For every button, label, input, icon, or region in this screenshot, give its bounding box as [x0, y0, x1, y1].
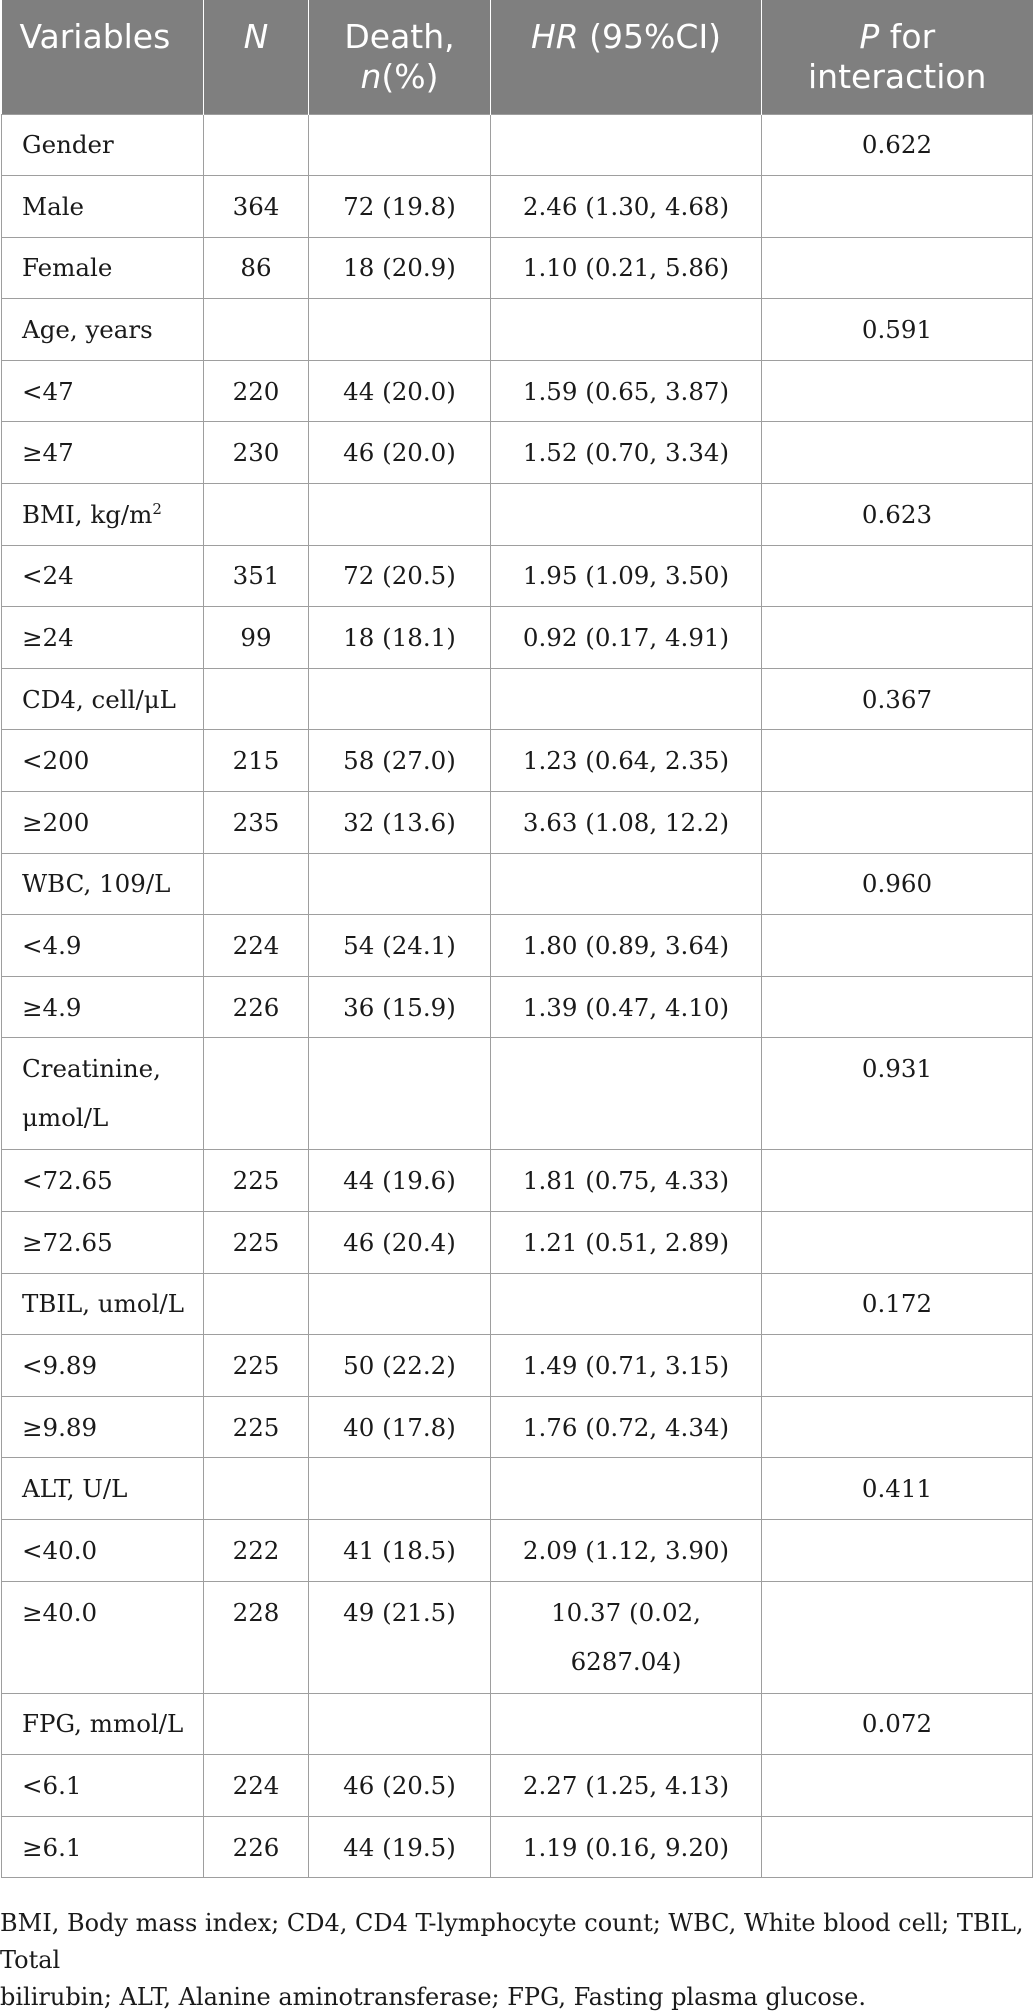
header-n: N [204, 0, 309, 114]
cell-hr: 1.19 (0.16, 9.20) [491, 1816, 762, 1878]
cell-p-interaction [762, 1396, 1033, 1458]
table-row [2, 1273, 1033, 1335]
table-row [2, 1816, 1033, 1878]
cell-p-interaction [762, 422, 1033, 484]
cell-hr [491, 484, 762, 546]
cell-death: 46 (20.0) [309, 422, 491, 484]
cell-death: 44 (19.6) [309, 1150, 491, 1212]
cell-n: 364 [204, 176, 309, 238]
cell-p-interaction [762, 1581, 1033, 1693]
table-row [2, 360, 1033, 422]
cell-hr: 1.39 (0.47, 4.10) [491, 976, 762, 1038]
cell-death [309, 853, 491, 915]
cell-p-interaction: 0.623 [762, 484, 1033, 546]
cell-hr: 1.80 (0.89, 3.64) [491, 915, 762, 977]
table-footnote [0, 1905, 1033, 2016]
table-row [2, 1335, 1033, 1397]
cell-hr [491, 853, 762, 915]
cell-variable: Female [2, 237, 204, 299]
cell-death [309, 1038, 491, 1150]
cell-variable: <47 [2, 360, 204, 422]
cell-p-interaction: 0.172 [762, 1273, 1033, 1335]
cell-hr [491, 668, 762, 730]
cell-hr: 3.63 (1.08, 12.2) [491, 792, 762, 854]
cell-n [204, 1273, 309, 1335]
cell-variable: <200 [2, 730, 204, 792]
cell-hr [491, 114, 762, 176]
cell-death: 54 (24.1) [309, 915, 491, 977]
cell-p-interaction: 0.591 [762, 299, 1033, 361]
cell-n [204, 668, 309, 730]
cell-p-interaction: 0.411 [762, 1458, 1033, 1520]
cell-variable: TBIL, umol/L [2, 1273, 204, 1335]
cell-hr [491, 1458, 762, 1520]
table-row [2, 1458, 1033, 1520]
table-row [2, 607, 1033, 669]
cell-death: 49 (21.5) [309, 1581, 491, 1693]
cell-death: 44 (19.5) [309, 1816, 491, 1878]
table-row [2, 1396, 1033, 1458]
cell-variable: <24 [2, 545, 204, 607]
cell-hr [491, 1273, 762, 1335]
cell-death: 41 (18.5) [309, 1519, 491, 1581]
table-row [2, 668, 1033, 730]
subgroup-analysis-table [1, 0, 1033, 1878]
table-row [2, 1038, 1033, 1150]
header-p-interaction: P for interaction [762, 0, 1033, 114]
cell-n: 86 [204, 237, 309, 299]
cell-death: 36 (15.9) [309, 976, 491, 1038]
cell-p-interaction [762, 237, 1033, 299]
table-row [2, 976, 1033, 1038]
cell-n: 235 [204, 792, 309, 854]
cell-death: 50 (22.2) [309, 1335, 491, 1397]
cell-n [204, 484, 309, 546]
cell-death [309, 114, 491, 176]
cell-n [204, 114, 309, 176]
cell-p-interaction [762, 1816, 1033, 1878]
cell-n: 226 [204, 1816, 309, 1878]
table-row [2, 545, 1033, 607]
table-row [2, 1519, 1033, 1581]
cell-hr: 0.92 (0.17, 4.91) [491, 607, 762, 669]
cell-n: 225 [204, 1335, 309, 1397]
cell-hr: 1.76 (0.72, 4.34) [491, 1396, 762, 1458]
cell-hr [491, 1038, 762, 1150]
cell-n: 222 [204, 1519, 309, 1581]
table-row [2, 176, 1033, 238]
table-row [2, 484, 1033, 546]
cell-variable: Age, years [2, 299, 204, 361]
cell-n: 220 [204, 360, 309, 422]
table-header [2, 0, 1033, 114]
cell-variable: ≥47 [2, 422, 204, 484]
cell-variable: Creatinine, μmol/L [2, 1038, 204, 1150]
cell-death: 46 (20.5) [309, 1755, 491, 1817]
header-row [2, 0, 1033, 114]
cell-p-interaction [762, 1212, 1033, 1274]
table-row [2, 1693, 1033, 1755]
cell-p-interaction [762, 915, 1033, 977]
cell-variable: ≥24 [2, 607, 204, 669]
cell-p-interaction: 0.960 [762, 853, 1033, 915]
cell-n: 230 [204, 422, 309, 484]
cell-death: 40 (17.8) [309, 1396, 491, 1458]
cell-p-interaction: 0.931 [762, 1038, 1033, 1150]
cell-death [309, 484, 491, 546]
cell-death [309, 1693, 491, 1755]
cell-variable: ≥200 [2, 792, 204, 854]
cell-n [204, 1458, 309, 1520]
cell-hr: 1.21 (0.51, 2.89) [491, 1212, 762, 1274]
cell-p-interaction [762, 545, 1033, 607]
cell-n [204, 299, 309, 361]
cell-hr: 2.09 (1.12, 3.90) [491, 1519, 762, 1581]
cell-variable: <72.65 [2, 1150, 204, 1212]
cell-hr: 10.37 (0.02, 6287.04) [491, 1581, 762, 1693]
cell-variable: ALT, U/L [2, 1458, 204, 1520]
cell-hr: 1.23 (0.64, 2.35) [491, 730, 762, 792]
cell-variable: ≥4.9 [2, 976, 204, 1038]
cell-hr: 1.59 (0.65, 3.87) [491, 360, 762, 422]
cell-n [204, 853, 309, 915]
table-row [2, 853, 1033, 915]
cell-p-interaction [762, 1519, 1033, 1581]
header-death: Death, n(%) [309, 0, 491, 114]
cell-variable: <6.1 [2, 1755, 204, 1817]
cell-n: 224 [204, 1755, 309, 1817]
cell-death: 58 (27.0) [309, 730, 491, 792]
cell-n [204, 1038, 309, 1150]
table-row [2, 299, 1033, 361]
cell-death: 18 (20.9) [309, 237, 491, 299]
cell-p-interaction [762, 730, 1033, 792]
cell-death: 72 (20.5) [309, 545, 491, 607]
cell-death: 44 (20.0) [309, 360, 491, 422]
cell-p-interaction: 0.622 [762, 114, 1033, 176]
cell-variable: WBC, 109/L [2, 853, 204, 915]
cell-n: 224 [204, 915, 309, 977]
header-hr: HR (95%CI) [491, 0, 762, 114]
cell-n: 225 [204, 1212, 309, 1274]
cell-n: 215 [204, 730, 309, 792]
cell-variable: <4.9 [2, 915, 204, 977]
header-variables: Variables [2, 0, 204, 114]
table-row [2, 114, 1033, 176]
cell-n: 226 [204, 976, 309, 1038]
cell-hr: 2.46 (1.30, 4.68) [491, 176, 762, 238]
cell-death [309, 1458, 491, 1520]
cell-hr [491, 1693, 762, 1755]
table-row [2, 237, 1033, 299]
table-row [2, 1755, 1033, 1817]
cell-hr: 2.27 (1.25, 4.13) [491, 1755, 762, 1817]
cell-p-interaction [762, 976, 1033, 1038]
cell-n: 228 [204, 1581, 309, 1693]
cell-variable: ≥40.0 [2, 1581, 204, 1693]
cell-p-interaction [762, 1335, 1033, 1397]
cell-death: 18 (18.1) [309, 607, 491, 669]
cell-n: 99 [204, 607, 309, 669]
table-row [2, 1581, 1033, 1693]
cell-death: 46 (20.4) [309, 1212, 491, 1274]
cell-n: 351 [204, 545, 309, 607]
table-row [2, 915, 1033, 977]
cell-death [309, 668, 491, 730]
table-body [2, 114, 1033, 1878]
cell-variable: CD4, cell/μL [2, 668, 204, 730]
cell-hr: 1.81 (0.75, 4.33) [491, 1150, 762, 1212]
table-row [2, 730, 1033, 792]
cell-variable: <9.89 [2, 1335, 204, 1397]
cell-variable: FPG, mmol/L [2, 1693, 204, 1755]
table-row [2, 422, 1033, 484]
cell-p-interaction [762, 1755, 1033, 1817]
cell-n: 225 [204, 1396, 309, 1458]
table-row [2, 1150, 1033, 1212]
cell-n: 225 [204, 1150, 309, 1212]
footnote-line-1: BMI, Body mass index; CD4, CD4 T-lymphocyte count; WBC, White blood cell; TBIL, Total [0, 1909, 1024, 1974]
cell-variable: ≥9.89 [2, 1396, 204, 1458]
cell-hr: 1.10 (0.21, 5.86) [491, 237, 762, 299]
cell-hr: 1.95 (1.09, 3.50) [491, 545, 762, 607]
cell-p-interaction: 0.072 [762, 1693, 1033, 1755]
cell-variable: Gender [2, 114, 204, 176]
cell-death [309, 1273, 491, 1335]
cell-p-interaction [762, 176, 1033, 238]
cell-p-interaction: 0.367 [762, 668, 1033, 730]
cell-variable: ≥6.1 [2, 1816, 204, 1878]
cell-hr: 1.49 (0.71, 3.15) [491, 1335, 762, 1397]
footnote-line-2: bilirubin; ALT, Alanine aminotransferase; FPG, Fasting plasma glucose. [0, 1983, 866, 2011]
table-row [2, 1212, 1033, 1274]
cell-p-interaction [762, 1150, 1033, 1212]
cell-hr [491, 299, 762, 361]
cell-variable: ≥72.65 [2, 1212, 204, 1274]
cell-n [204, 1693, 309, 1755]
cell-hr: 1.52 (0.70, 3.34) [491, 422, 762, 484]
cell-death [309, 299, 491, 361]
cell-death: 72 (19.8) [309, 176, 491, 238]
cell-variable: <40.0 [2, 1519, 204, 1581]
cell-death: 32 (13.6) [309, 792, 491, 854]
cell-variable: BMI, $kg/m^2$ [2, 484, 204, 546]
cell-variable: Male [2, 176, 204, 238]
cell-p-interaction [762, 792, 1033, 854]
cell-p-interaction [762, 360, 1033, 422]
table-row [2, 792, 1033, 854]
cell-p-interaction [762, 607, 1033, 669]
